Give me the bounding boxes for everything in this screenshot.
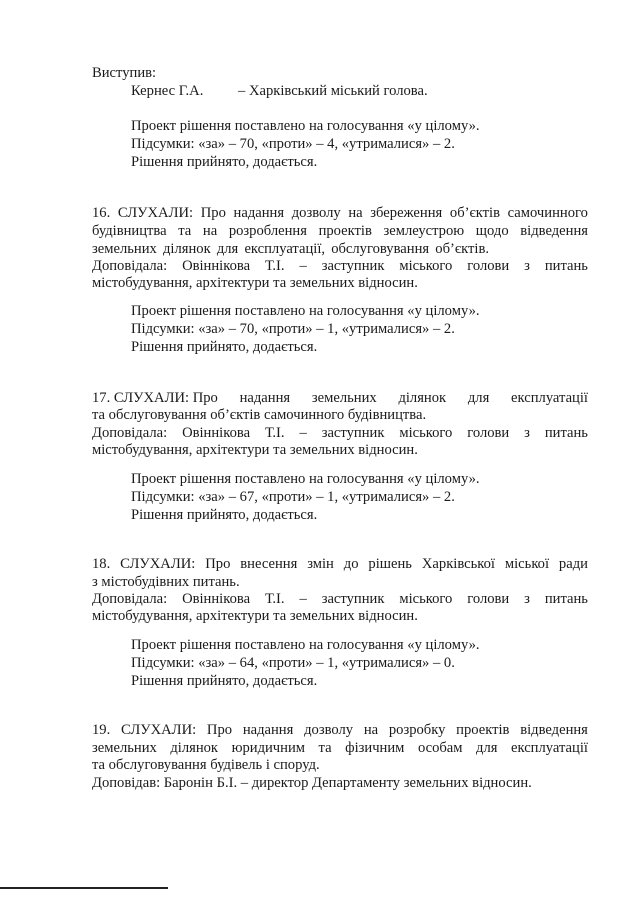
word: ради (558, 556, 588, 572)
vote-line: Проект рішення поставлено на голосування «у цілому». (131, 118, 480, 134)
word: Овіннікова (182, 425, 251, 441)
vote-line: Рішення прийнято, додається. (131, 339, 318, 355)
word: розробку (388, 722, 446, 738)
word: Т.І. (264, 591, 285, 607)
item-16-reporter-line-1 (92, 257, 588, 275)
word: розроблення (228, 223, 307, 239)
item-19-subject-line-1 (92, 721, 588, 739)
word: будівництва (92, 223, 167, 239)
word: ділянок (170, 740, 219, 756)
word: та (318, 740, 332, 756)
word: для (476, 740, 498, 756)
word: ділянок (398, 390, 447, 406)
item-17-subject-line-1 (92, 389, 588, 407)
word: заступник (321, 258, 385, 274)
word: земельних (311, 390, 377, 406)
vote-line: Проект рішення поставлено на голосування «у цілому». (131, 471, 480, 487)
word: проектів (318, 223, 372, 239)
word: заступник (321, 425, 385, 441)
word: для (467, 390, 490, 406)
word: на (348, 205, 363, 221)
item-18-reporter-line-2: містобудування, архітектури та земельних відносин. (92, 608, 418, 624)
vote-line: Проект рішення поставлено на голосування «у цілому». (131, 637, 480, 653)
word: відведення (520, 722, 588, 738)
vote-line: Підсумки: «за» – 64, «проти» – 1, «утрималися» – 0. (131, 655, 455, 671)
word: Овіннікова (182, 591, 251, 607)
vote-line: Рішення прийнято, додається. (131, 154, 318, 170)
word: надання (233, 205, 285, 221)
word: голови (467, 591, 510, 607)
item-19-subject-line-2 (92, 739, 588, 757)
word: з (524, 591, 530, 607)
vote-line: Рішення прийнято, додається. (131, 673, 318, 689)
word: Т.І. (264, 258, 285, 274)
item-16-subject-line-3 (92, 240, 489, 258)
word: питань (544, 425, 588, 441)
vote-line: Підсумки: «за» – 67, «проти» – 1, «утрималися» – 2. (131, 489, 455, 505)
word: об’єктів (449, 205, 500, 221)
word: Доповідала: (92, 258, 168, 274)
word: 17. СЛУХАЛИ: Про (92, 390, 218, 406)
word: питань (544, 258, 588, 274)
word: збереження (370, 205, 443, 221)
word: з (524, 425, 530, 441)
word: рішень (368, 556, 412, 572)
word: Харківської (421, 556, 495, 572)
word: 19. (92, 722, 111, 738)
word: Овіннікова (182, 258, 251, 274)
word: міської (504, 556, 550, 572)
word: з (524, 258, 530, 274)
vote-line: Підсумки: «за» – 70, «проти» – 1, «утрималися» – 2. (131, 321, 455, 337)
vote-line: Проект рішення поставлено на голосування «у цілому». (131, 303, 480, 319)
word: 16. (92, 205, 111, 221)
word: земельних (92, 740, 157, 756)
word: земельних (92, 241, 157, 257)
item-19-subject-line-3: та обслуговування будівель і споруд. (92, 757, 320, 773)
word: СЛУХАЛИ: (120, 556, 196, 572)
speaker-name: Кернес Г.А. (131, 83, 204, 99)
word: експлуатації (511, 740, 588, 756)
word: об’єктів. (435, 241, 489, 257)
intro-heading: Виступив: (92, 65, 157, 81)
word: на (202, 223, 218, 239)
word: фізичним (345, 740, 405, 756)
item-18-subject-line-1 (92, 555, 588, 573)
word: експлуатації, (244, 241, 326, 257)
word: Про (200, 205, 226, 221)
word: заступник (321, 591, 385, 607)
word: СЛУХАЛИ: (121, 722, 197, 738)
word: СЛУХАЛИ: (117, 205, 194, 221)
footer-rule (0, 887, 168, 889)
word: особам (417, 740, 463, 756)
word: юридичним (231, 740, 306, 756)
word: міського (399, 591, 453, 607)
item-16-subject-line-1 (92, 204, 588, 222)
word: проектів (456, 722, 510, 738)
word: Доповідала: (92, 591, 168, 607)
word: та (178, 223, 192, 239)
word: Доповідала: (92, 425, 168, 441)
word: голови (467, 425, 510, 441)
word: дозволу (291, 205, 341, 221)
word: експлуатації (511, 390, 588, 406)
speaker-role: – Харківський міський голова. (238, 83, 428, 99)
item-16-reporter-line-2: містобудування, архітектури та земельних відносин. (92, 275, 418, 291)
word: до (343, 556, 359, 572)
word: землеустрою (383, 223, 465, 239)
word: щодо (475, 223, 509, 239)
word: надання (239, 390, 291, 406)
word: надання (242, 722, 294, 738)
item-19-reporter-line-1: Доповідав: Баронін Б.І. – директор Департаменту земельних відносин. (92, 775, 532, 791)
word: питань (544, 591, 588, 607)
word: самочинного (507, 205, 588, 221)
word: відведення (520, 223, 588, 239)
word: Про (205, 556, 231, 572)
vote-line: Підсумки: «за» – 70, «проти» – 4, «утрималися» – 2. (131, 136, 455, 152)
word: 18. (92, 556, 111, 572)
vote-line: Рішення прийнято, додається. (131, 507, 318, 523)
word: Про (206, 722, 233, 738)
item-18-subject-line-2: з містобудівних питань. (92, 574, 240, 590)
word: – (299, 425, 307, 441)
item-17-reporter-line-2: містобудування, архітектури та земельних відносин. (92, 442, 418, 458)
word: обслуговування (331, 241, 430, 257)
word: ділянок (162, 241, 211, 257)
word: змін (307, 556, 334, 572)
word: внесення (240, 556, 298, 572)
item-17-subject-line-2: та обслуговування об’єктів самочинного будівництва. (92, 407, 427, 423)
word: Т.І. (264, 425, 285, 441)
word: міського (399, 425, 453, 441)
word: на (363, 722, 379, 738)
word: дозволу (304, 722, 354, 738)
word: – (299, 258, 307, 274)
intro-speaker (131, 82, 428, 100)
item-16-subject-line-2 (92, 222, 588, 240)
word: – (299, 591, 307, 607)
word: міського (399, 258, 453, 274)
word: для (216, 241, 239, 257)
item-17-reporter-line-1 (92, 424, 588, 442)
item-18-reporter-line-1 (92, 590, 588, 608)
word: голови (467, 258, 510, 274)
